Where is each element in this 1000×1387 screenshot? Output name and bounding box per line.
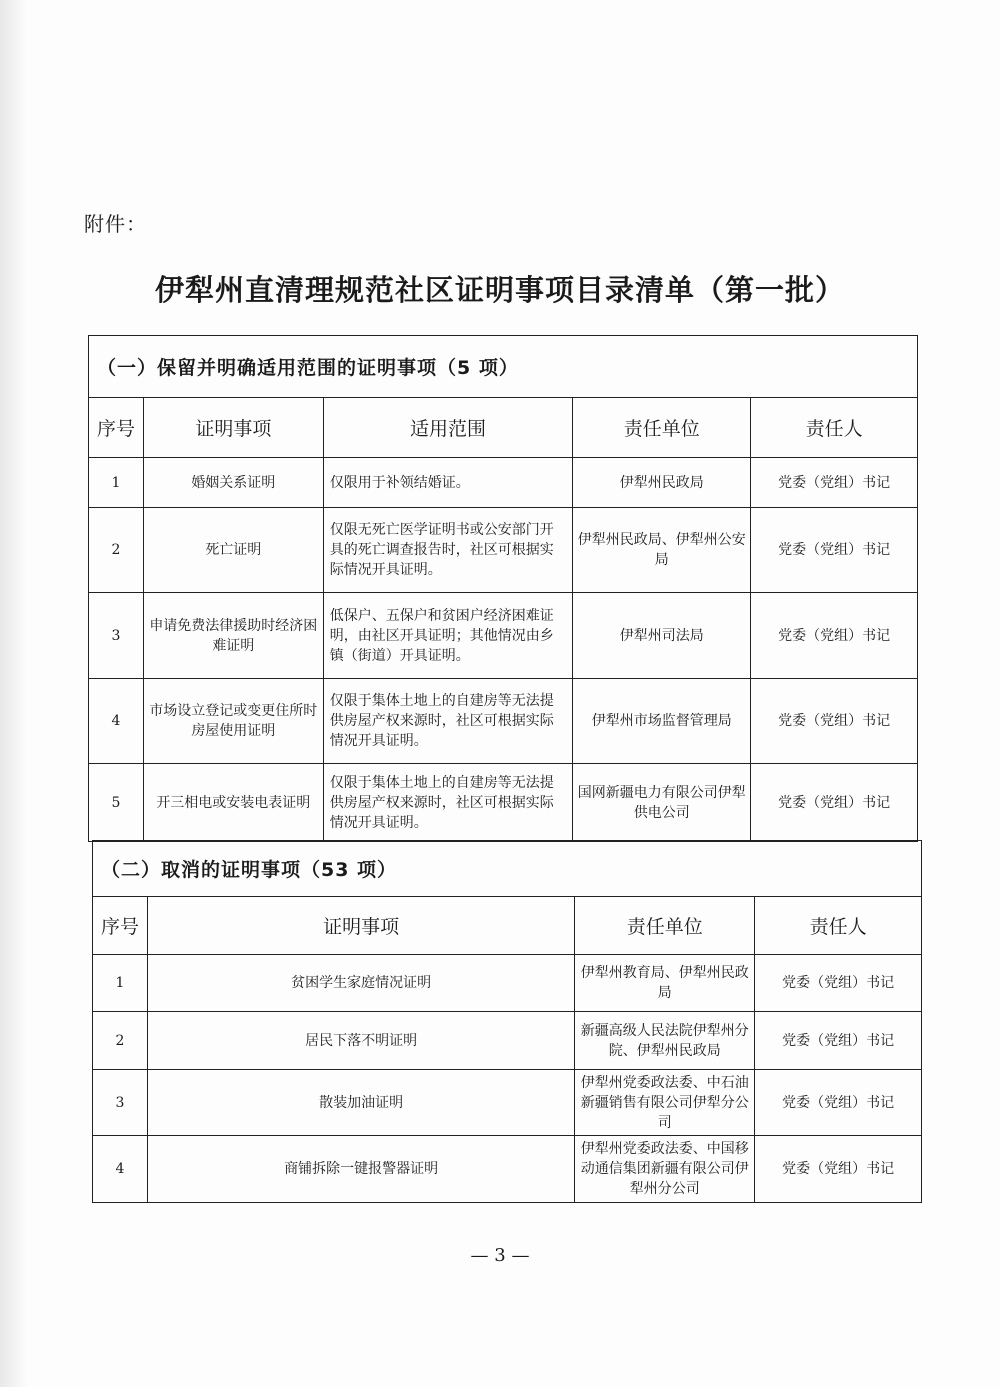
document-title: 伊犁州直清理规范社区证明事项目录清单（第一批） xyxy=(154,273,845,307)
table-row xyxy=(93,955,922,1012)
row-person: 党委（党组）书记 xyxy=(755,1136,922,1203)
row-scope: 仅限用于补领结婚证。 xyxy=(323,458,573,508)
row-unit: 伊犁州教育局、伊犁州民政局 xyxy=(575,955,755,1012)
row-index: 1 xyxy=(93,955,148,1012)
table-row xyxy=(93,1136,922,1203)
row-person: 党委（党组）书记 xyxy=(751,508,918,593)
header-person: 责任人 xyxy=(755,897,922,955)
row-index: 5 xyxy=(89,764,144,842)
row-unit: 国网新疆电力有限公司伊犁供电公司 xyxy=(573,764,751,842)
row-scope: 仅限无死亡医学证明书或公安部门开具的死亡调查报告时，社区可根据实际情况开具证明。 xyxy=(323,508,573,593)
row-item: 商铺拆除一键报警器证明 xyxy=(147,1136,574,1203)
table-row xyxy=(89,679,918,764)
retained-items-table xyxy=(88,335,918,842)
table-row xyxy=(89,508,918,593)
row-index: 2 xyxy=(93,1012,148,1070)
table-row xyxy=(89,764,918,842)
table-row xyxy=(89,458,918,508)
row-unit: 伊犁州民政局 xyxy=(573,458,751,508)
header-scope: 适用范围 xyxy=(323,398,573,458)
row-scope: 仅限于集体土地上的自建房等无法提供房屋产权来源时，社区可根据实际情况开具证明。 xyxy=(323,679,573,764)
header-person: 责任人 xyxy=(751,398,918,458)
row-index: 4 xyxy=(89,679,144,764)
table-row xyxy=(93,1012,922,1070)
row-index: 1 xyxy=(89,458,144,508)
header-item: 证明事项 xyxy=(143,398,323,458)
row-unit: 新疆高级人民法院伊犁州分院、伊犁州民政局 xyxy=(575,1012,755,1070)
row-person: 党委（党组）书记 xyxy=(755,1070,922,1136)
row-index: 3 xyxy=(93,1070,148,1136)
page-number: — 3 — xyxy=(470,1245,530,1266)
table-row xyxy=(93,1070,922,1136)
row-unit: 伊犁州党委政法委、中国移动通信集团新疆有限公司伊犁州分公司 xyxy=(575,1136,755,1203)
attachment-label: 附件： xyxy=(84,212,147,236)
row-person: 党委（党组）书记 xyxy=(755,955,922,1012)
row-item: 死亡证明 xyxy=(143,508,323,593)
row-person: 党委（党组）书记 xyxy=(751,458,918,508)
section2-heading: （二）取消的证明事项（53 项） xyxy=(93,841,922,897)
row-unit: 伊犁州司法局 xyxy=(573,593,751,679)
row-item: 市场设立登记或变更住所时房屋使用证明 xyxy=(143,679,323,764)
header-unit: 责任单位 xyxy=(573,398,751,458)
row-index: 3 xyxy=(89,593,144,679)
row-person: 党委（党组）书记 xyxy=(751,764,918,842)
header-item: 证明事项 xyxy=(147,897,574,955)
header-unit: 责任单位 xyxy=(575,897,755,955)
row-unit: 伊犁州党委政法委、中石油新疆销售有限公司伊犁分公司 xyxy=(575,1070,755,1136)
row-item: 居民下落不明证明 xyxy=(147,1012,574,1070)
row-item: 开三相电或安装电表证明 xyxy=(143,764,323,842)
header-index: 序号 xyxy=(89,398,144,458)
row-item: 申请免费法律援助时经济困难证明 xyxy=(143,593,323,679)
row-unit: 伊犁州民政局、伊犁州公安局 xyxy=(573,508,751,593)
table-row xyxy=(89,593,918,679)
section1-heading: （一）保留并明确适用范围的证明事项（5 项） xyxy=(89,336,918,398)
row-item: 贫困学生家庭情况证明 xyxy=(147,955,574,1012)
row-unit: 伊犁州市场监督管理局 xyxy=(573,679,751,764)
row-item: 婚姻关系证明 xyxy=(143,458,323,508)
row-index: 2 xyxy=(89,508,144,593)
scan-edge-shadow xyxy=(0,0,28,1387)
row-person: 党委（党组）书记 xyxy=(751,679,918,764)
row-scope: 仅限于集体土地上的自建房等无法提供房屋产权来源时，社区可根据实际情况开具证明。 xyxy=(323,764,573,842)
row-item: 散装加油证明 xyxy=(147,1070,574,1136)
cancelled-items-table xyxy=(92,840,922,1203)
row-scope: 低保户、五保户和贫困户经济困难证明，由社区开具证明；其他情况由乡镇（街道）开具证明。 xyxy=(323,593,573,679)
header-index: 序号 xyxy=(93,897,148,955)
row-index: 4 xyxy=(93,1136,148,1203)
row-person: 党委（党组）书记 xyxy=(755,1012,922,1070)
row-person: 党委（党组）书记 xyxy=(751,593,918,679)
